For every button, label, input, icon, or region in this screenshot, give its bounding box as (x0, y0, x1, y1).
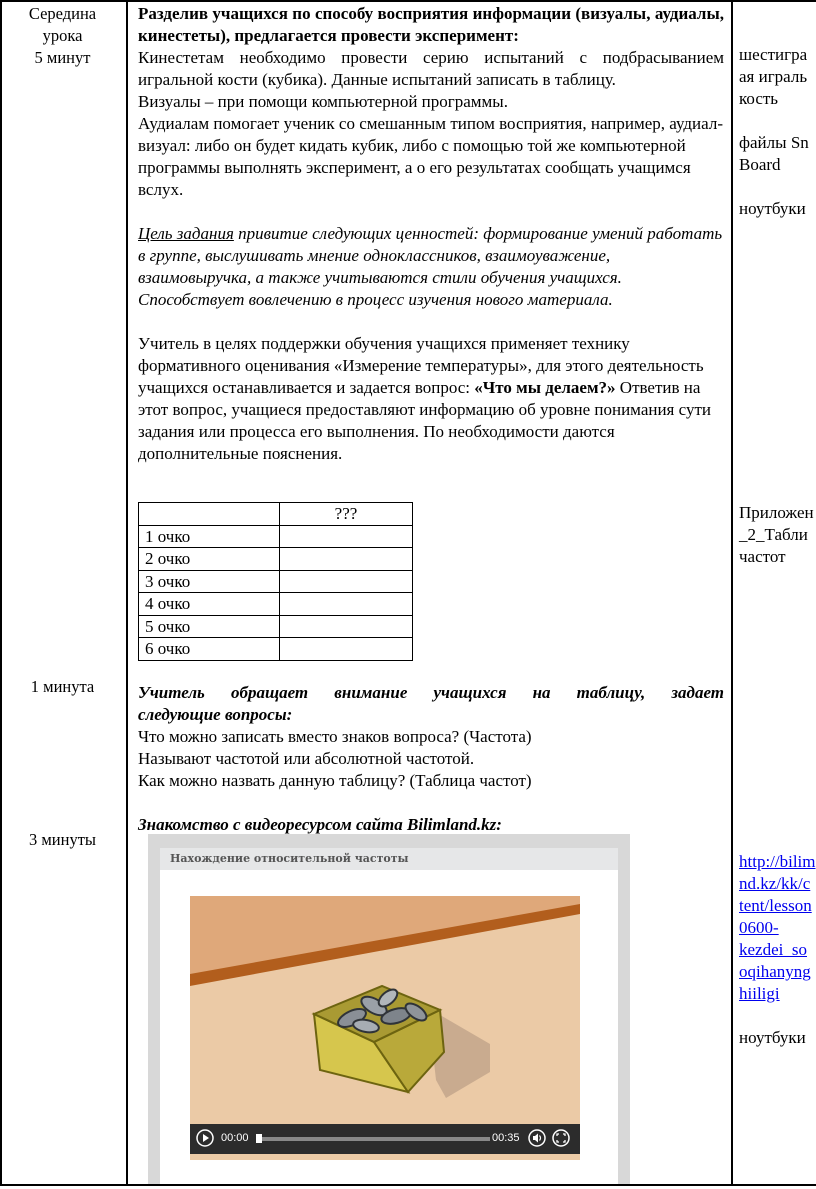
table-bottom-border (0, 1184, 816, 1186)
question-2: Называют частотой или абсолютной частотой. (138, 749, 475, 768)
volume-icon (528, 1129, 546, 1147)
formative-text-start: Учитель в целях поддержки обучения учащихся применяет технику формативного оценивания «Измерение температуры», для этого деятельность учащихся останавливается и задается вопрос: (138, 334, 704, 397)
teacher-instruction-line1: Учитель обращает внимание учащихся на таблицу, задает (138, 683, 724, 702)
table-cell (280, 615, 413, 638)
volume-button[interactable] (528, 1129, 546, 1147)
duration-time: 00:35 (492, 1132, 520, 1144)
table-header-cell: ??? (280, 503, 413, 526)
column-divider-2 (731, 0, 733, 1186)
table-top-border (0, 0, 816, 2)
formative-question: «Что мы делаем?» (474, 378, 616, 397)
table-cell (280, 525, 413, 548)
stage-label-line2: урока (42, 26, 83, 45)
table-row (139, 593, 413, 616)
bilimland-link[interactable]: nd.kz/kk/c (739, 874, 811, 893)
bilimland-link[interactable]: hiiligi (739, 984, 780, 1003)
video-frame (148, 834, 630, 1184)
table-cell: 1 очко (139, 525, 280, 548)
frequency-table (138, 502, 413, 661)
table-row (139, 548, 413, 571)
duration-1-minute: 1 минута (30, 677, 95, 696)
table-cell: 4 очко (139, 593, 280, 616)
resource-laptops-2: ноутбуки (739, 1028, 806, 1047)
table-row (139, 638, 413, 661)
table-cell: 2 очко (139, 548, 280, 571)
bilimland-link[interactable]: kezdei_so (739, 940, 807, 959)
task-goal (138, 223, 724, 311)
task-goal-label: Цель задания (138, 224, 234, 243)
kinesthetic-paragraph: Кинестетам необходимо провести серию испытаний с подбрасыванием игральной кости (кубика). Данные испытаний записать в таблицу. (138, 48, 724, 89)
visual-paragraph: Визуалы – при помощи компьютерной программы. (138, 92, 508, 111)
current-time: 00:00 (221, 1132, 249, 1144)
resource-appendix-line3: частот (739, 547, 786, 566)
question-1: Что можно записать вместо знаков вопроса? (Частота) (138, 727, 532, 746)
resource-smartboard-line1: файлы Sn (739, 133, 809, 152)
formative-assessment-paragraph (138, 333, 724, 465)
resource-dice-line2: ая играль (739, 67, 808, 86)
video-heading: Знакомство с видеоресурсом сайта Bilimland.kz: (138, 815, 502, 834)
table-cell: 3 очко (139, 570, 280, 593)
bilimland-link[interactable]: http://bilim (739, 852, 816, 871)
table-left-border (0, 0, 2, 1186)
table-cell (280, 638, 413, 661)
video-title: Нахождение относительной частоты (160, 848, 618, 870)
stage-duration: 5 минут (34, 48, 91, 67)
play-icon (196, 1129, 214, 1147)
table-row (139, 615, 413, 638)
table-cell (280, 570, 413, 593)
resources-group-2 (739, 502, 816, 568)
resources-group-3 (739, 851, 816, 1049)
auditory-paragraph: Аудиалам помогает ученик со смешанным типом восприятия, например, аудиал-визуал: либо он будет кидать кубик, либо с помощью той же компьютерной программы выполнять эксперимент, а о его результатах сообщать учащимся вслух. (138, 114, 723, 199)
video-controls (190, 1124, 580, 1154)
video-area (160, 870, 618, 1184)
task-goal-text: привитие следующих ценностей: формирование умений работать в группе, выслушивать мнение одноклассников, взаимоуважение, взаимовыручка, а также учитываются стили обучения учащихся. Способствует вовлечению в процесс изучения нового материала. (138, 224, 723, 309)
stage-label-line1: Середина (28, 4, 97, 23)
seek-handle[interactable] (256, 1134, 262, 1143)
resource-dice-line1: шестигра (739, 45, 808, 64)
duration-3-minutes: 3 минуты (28, 830, 97, 849)
video-scene-illustration (190, 896, 580, 1160)
seek-bar[interactable] (260, 1137, 490, 1141)
play-button[interactable] (196, 1129, 214, 1147)
bilimland-link[interactable]: oqihanyng (739, 962, 811, 981)
fullscreen-icon (552, 1129, 570, 1147)
question-3: Как можно назвать данную таблицу? (Таблица частот) (138, 771, 532, 790)
experiment-heading: Разделив учащихся по способу восприятия информации (визуалы, аудиалы, кинестеты), предлагается провести эксперимент: (138, 4, 724, 45)
teacher-instruction-line2: следующие вопросы: (138, 705, 293, 724)
table-cell (280, 593, 413, 616)
table-row (139, 570, 413, 593)
resources-group-1 (739, 44, 816, 220)
table-cell: 6 очко (139, 638, 280, 661)
teacher-questions (138, 682, 724, 836)
stage-cell (0, 3, 125, 69)
bilimland-link[interactable]: tent/lesson (739, 896, 812, 915)
fullscreen-button[interactable] (552, 1129, 570, 1147)
column-divider-1 (126, 0, 128, 1186)
table-header-row (139, 503, 413, 526)
formative-text-end: Ответив на этот вопрос, учащиеся предоставляют информацию об уровне понимания сути задания или процесса его выполнения. По необходимости даются дополнительные пояснения. (138, 378, 711, 463)
bilimland-link[interactable]: 0600- (739, 918, 779, 937)
table-header-cell (139, 503, 280, 526)
table-cell (280, 548, 413, 571)
table-row (139, 525, 413, 548)
resource-appendix-line1: Приложен (739, 503, 814, 522)
resource-dice-line3: кость (739, 89, 779, 108)
lesson-content (138, 3, 724, 465)
resource-appendix-line2: _2_Табли (739, 525, 808, 544)
resource-smartboard-line2: Board (739, 155, 781, 174)
table-cell: 5 очко (139, 615, 280, 638)
resource-laptops: ноутбуки (739, 199, 806, 218)
video-image[interactable] (190, 896, 580, 1160)
